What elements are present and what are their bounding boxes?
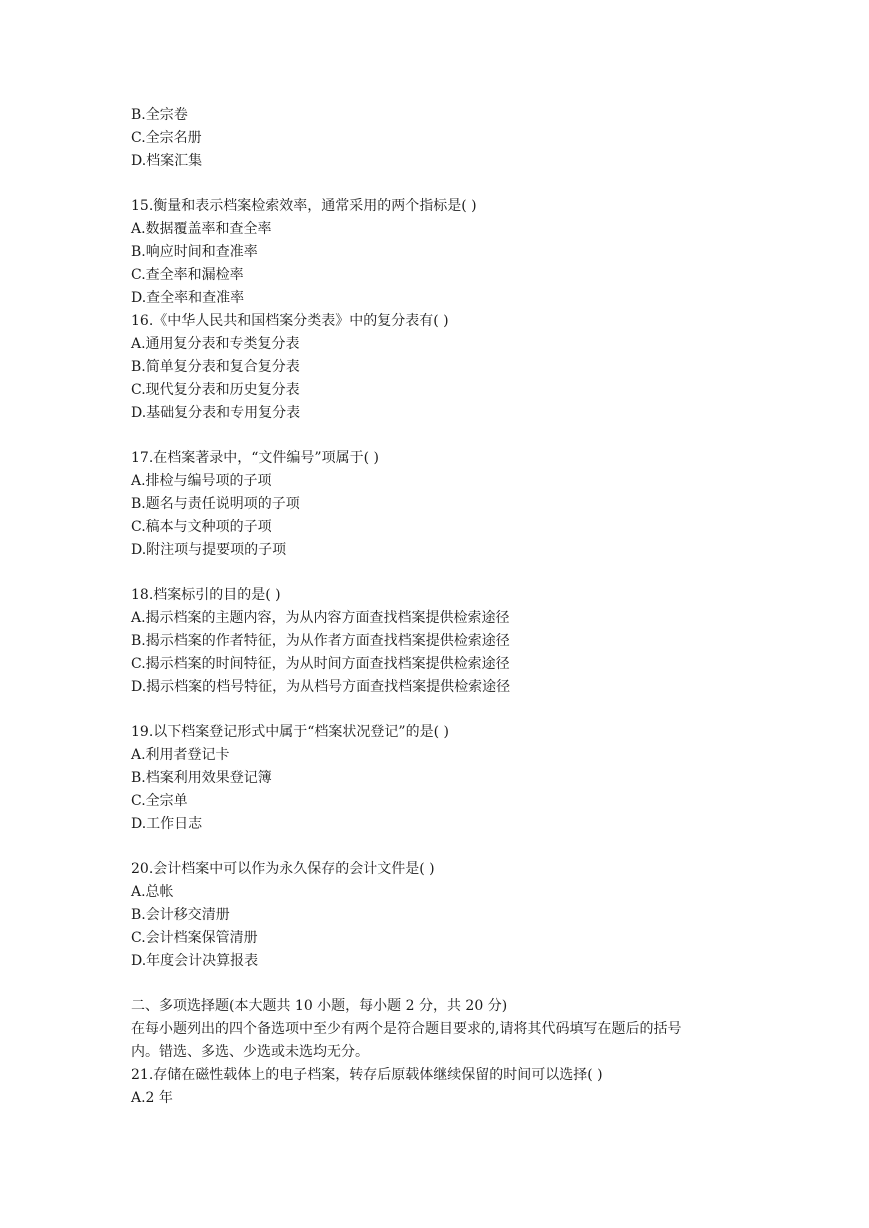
q20-option-a: A.总帐	[131, 884, 174, 900]
q17-option-a: A.排检与编号项的子项	[131, 473, 272, 489]
section2-instruction-line2: 内。错选、多选、少选或未选均无分。	[131, 1044, 369, 1060]
q14-option-b: B.全宗卷	[131, 107, 188, 123]
q16-option-d: D.基础复分表和专用复分表	[131, 405, 301, 421]
q14-option-c: C.全宗名册	[131, 130, 202, 146]
q19-option-b: B.档案利用效果登记簿	[131, 770, 272, 786]
q14-option-d: D.档案汇集	[131, 153, 203, 169]
q15-option-a: A.数据覆盖率和查全率	[131, 221, 272, 237]
q18-option-b: B.揭示档案的作者特征，为从作者方面查找档案提供检索途径	[131, 633, 510, 649]
q18-option-c: C.揭示档案的时间特征，为从时间方面查找档案提供检索途径	[131, 656, 510, 672]
section2-heading: 二、多项选择题(本大题共 10 小题，每小题 2 分，共 20 分)	[131, 998, 508, 1014]
q21-question: 21.存储在磁性载体上的电子档案，转存后原载体继续保留的时间可以选择( )	[131, 1067, 603, 1083]
q19-question: 19.以下档案登记形式中属于“档案状况登记”的是( )	[131, 724, 449, 740]
q20-question: 20.会计档案中可以作为永久保存的会计文件是( )	[131, 861, 435, 877]
q21-option-a: A.2 年	[131, 1090, 173, 1106]
q15-option-b: B.响应时间和查准率	[131, 244, 258, 260]
q20-option-b: B.会计移交清册	[131, 907, 230, 923]
q15-option-c: C.查全率和漏检率	[131, 267, 244, 283]
q20-option-d: D.年度会计决算报表	[131, 953, 259, 969]
q15-option-d: D.查全率和查准率	[131, 290, 245, 306]
q18-option-a: A.揭示档案的主题内容，为从内容方面查找档案提供检索途径	[131, 610, 510, 626]
q17-option-d: D.附注项与提要项的子项	[131, 542, 287, 558]
q18-option-d: D.揭示档案的档号特征，为从档号方面查找档案提供检索途径	[131, 679, 511, 695]
q15-question: 15.衡量和表示档案检索效率，通常采用的两个指标是( )	[131, 198, 477, 214]
q16-option-a: A.通用复分表和专类复分表	[131, 336, 300, 352]
q20-option-c: C.会计档案保管清册	[131, 930, 258, 946]
q19-option-c: C.全宗单	[131, 793, 188, 809]
q16-option-c: C.现代复分表和历史复分表	[131, 382, 300, 398]
q17-option-c: C.稿本与文种项的子项	[131, 519, 272, 535]
section2-instruction-line1: 在每小题列出的四个备选项中至少有两个是符合题目要求的,请将其代码填写在题后的括号	[131, 1021, 682, 1037]
exam-page	[131, 104, 771, 1110]
q17-option-b: B.题名与责任说明项的子项	[131, 496, 300, 512]
q19-option-a: A.利用者登记卡	[131, 747, 230, 763]
q19-option-d: D.工作日志	[131, 816, 203, 832]
q18-question: 18.档案标引的目的是( )	[131, 587, 281, 603]
q16-option-b: B.简单复分表和复合复分表	[131, 359, 300, 375]
q16-question: 16.《中华人民共和国档案分类表》中的复分表有( )	[131, 313, 449, 329]
q17-question: 17.在档案著录中，“文件编号”项属于( )	[131, 450, 379, 466]
